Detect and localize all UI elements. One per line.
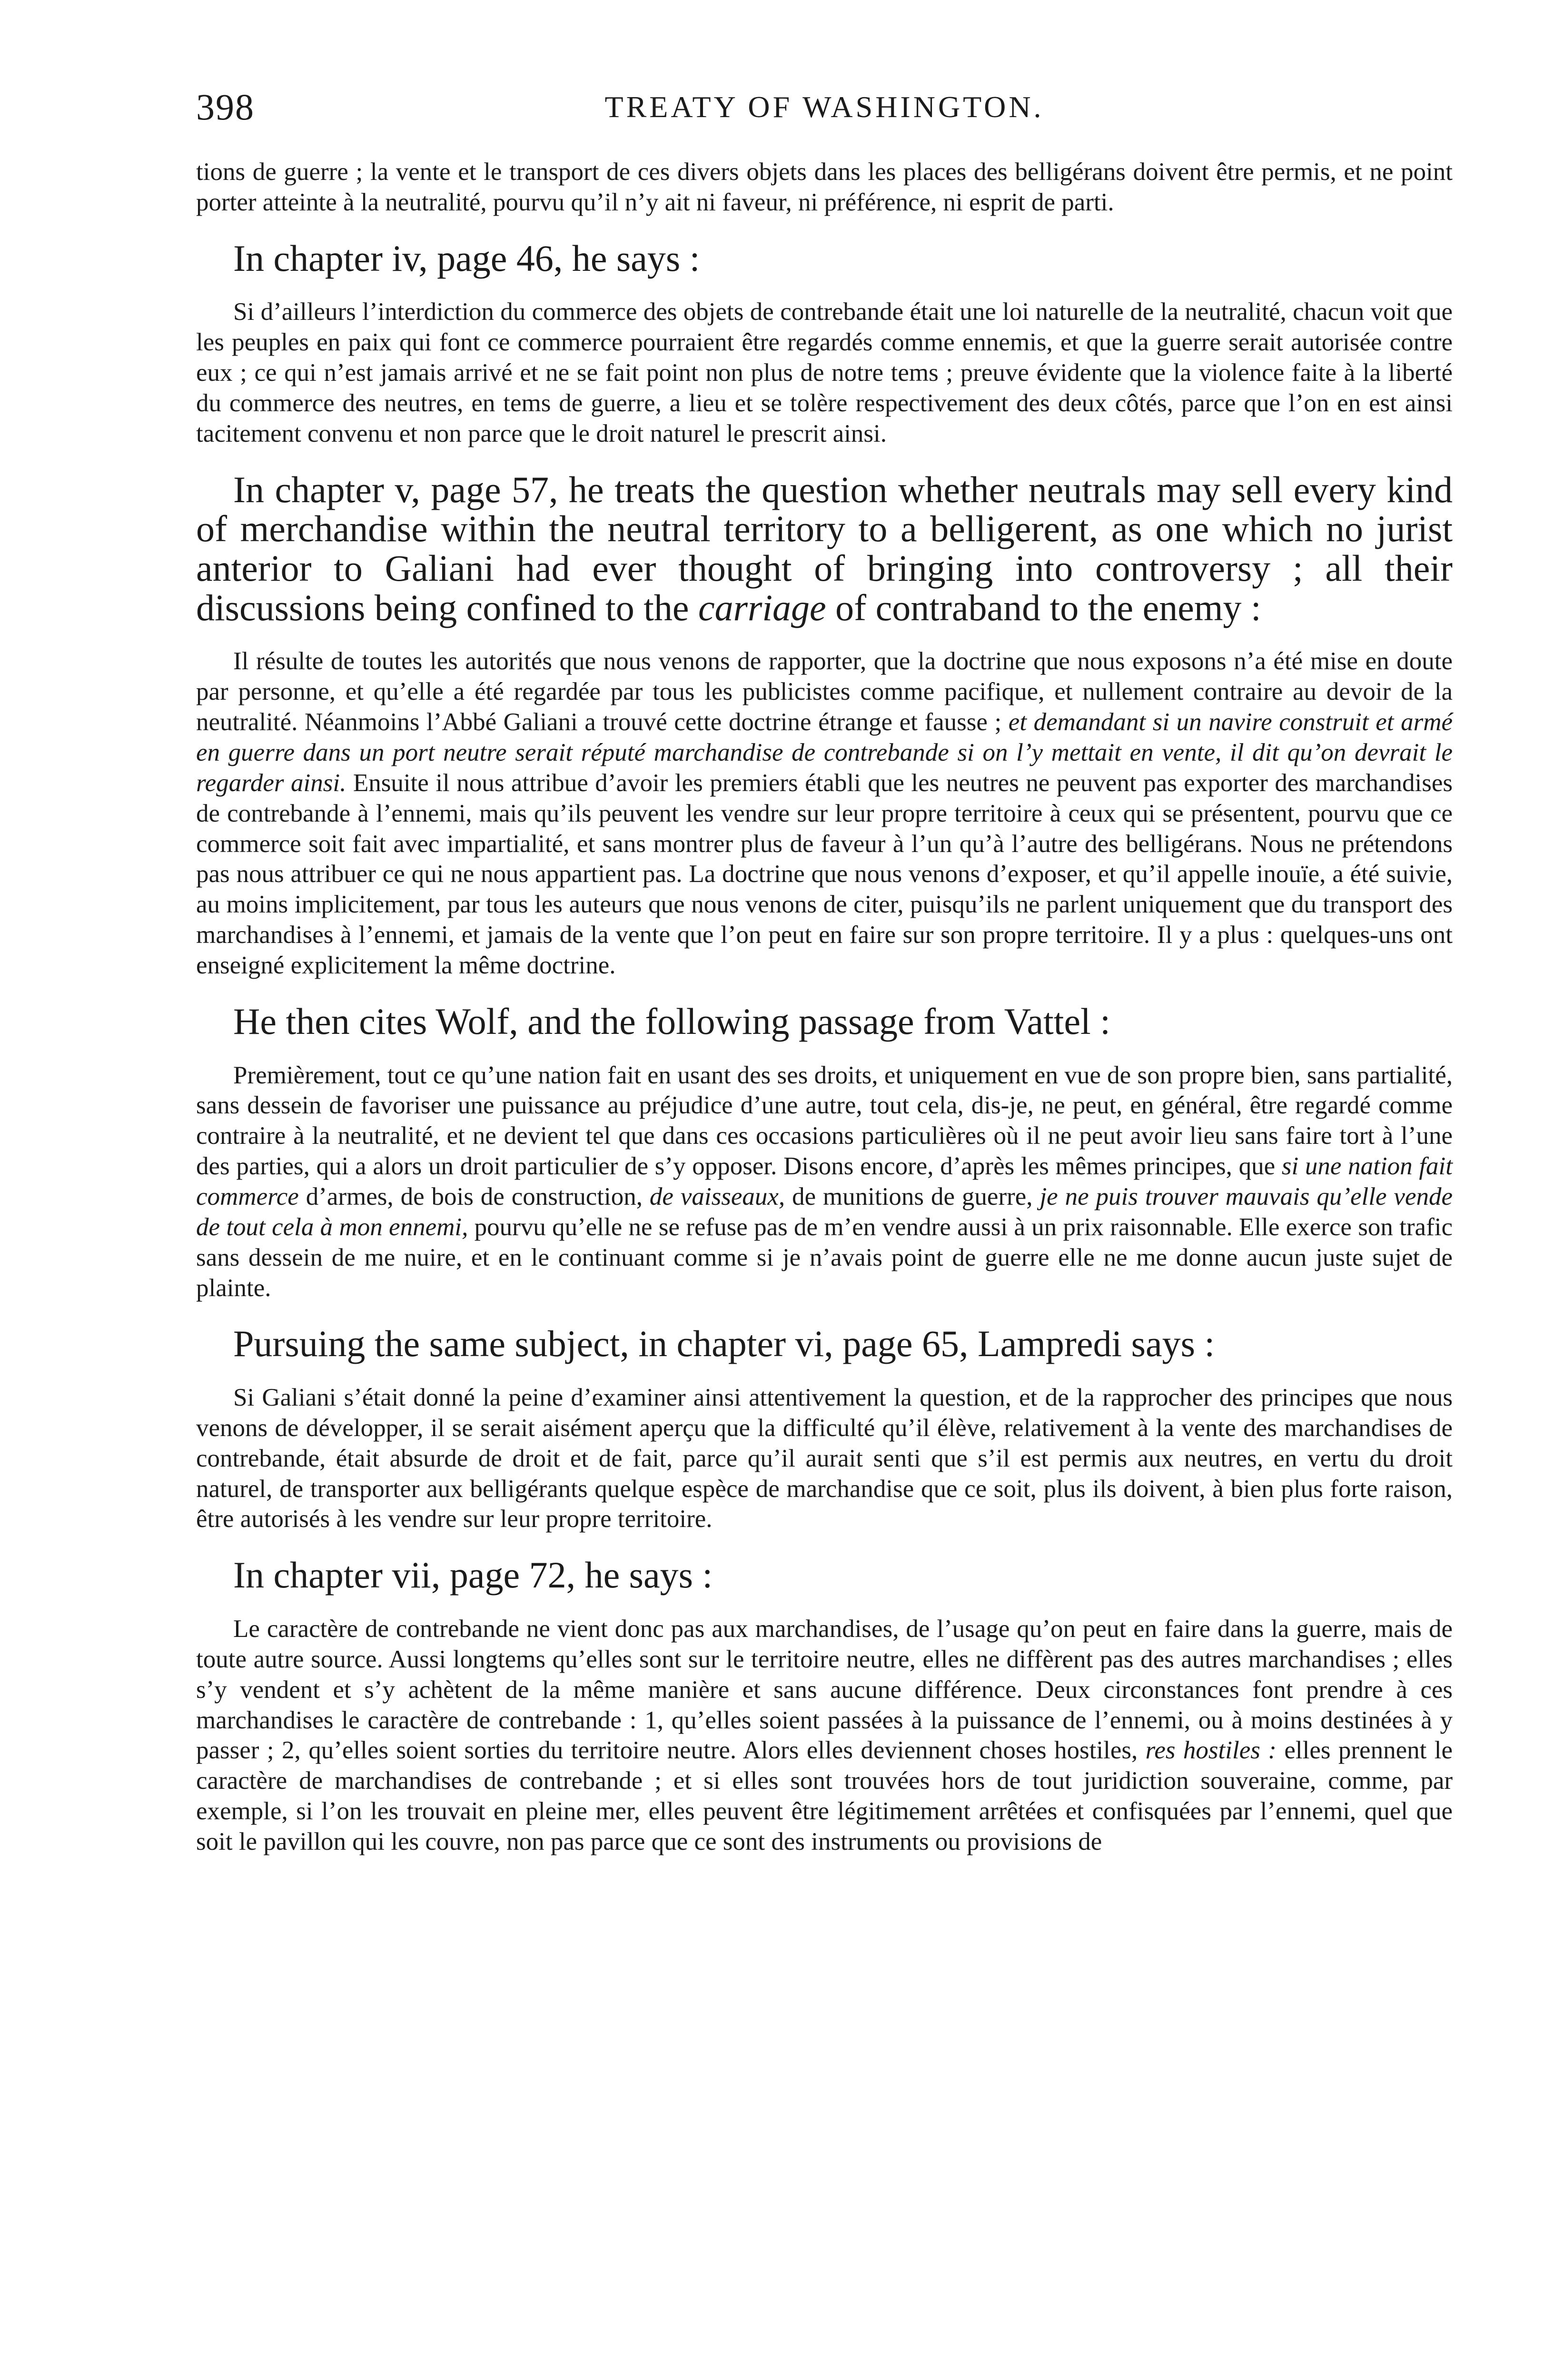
narrative-paragraph bbox=[196, 1002, 1453, 1041]
quoted-passage-continuation bbox=[196, 157, 1453, 218]
text-run: tions de guerre ; la vente et le transport de ces divers objets dans les places des belligérans doivent être permis, et ne point porter atteinte à la neutralité, pourvu qu’il n’y ait ni faveur, ni préférence, ni esprit de parti. bbox=[196, 158, 1453, 216]
text-run: In chapter v, page 57, he treats the question whether neutrals may sell every kind of merchandise within the neutral territory to a belligerent, as one which no jurist anterior to Galiani had ever thought of bringing into controversy ; all their discussions being confined to the bbox=[196, 468, 1453, 628]
narrative-paragraph bbox=[196, 239, 1453, 278]
text-run: Ensuite il nous attribue d’avoir les premiers établi que les neutres ne peuvent pas exporter des marchandises de contrebande à l’ennemi, mais qu’ils peuvent les vendre sur leur propre territoire à ceux qui se présentent, pourvu que ce commerce soit fait avec impartialité, et sans montrer plus de faveur à l’un qu’à l’autre des belligérans. Nous ne prétendons pas nous attribuer ce qui ne nous appartient pas. La doctrine que nous venons d’exposer, et qu’il appelle inouïe, a été suivie, au moins implicitement, par tous les auteurs que nous venons de citer, puisqu’ils ne parlent uniquement que du transport des marchandises à l’ennemi, et jamais de la vente que l’on peut en faire sur son propre territoire. Il y a plus : quelques-uns ont enseigné explicitement la même doctrine. bbox=[196, 769, 1453, 979]
narrative-paragraph bbox=[196, 1324, 1453, 1364]
italic-text-run: de vaisseaux, bbox=[649, 1182, 785, 1210]
text-run: He then cites Wolf, and the following passage from Vattel : bbox=[233, 1000, 1110, 1042]
text-run: pourvu qu’elle ne se refuse pas de m’en vendre aussi à un prix raisonnable. Elle exerce son trafic sans dessein de me nuire, et en le continuant comme si je n’avais point de guerre elle ne me donne aucun juste sujet de plainte. bbox=[196, 1213, 1453, 1302]
italic-text-run: carriage bbox=[698, 586, 826, 628]
page-body bbox=[196, 157, 1453, 1878]
quoted-passage bbox=[196, 1383, 1453, 1535]
narrative-paragraph bbox=[196, 470, 1453, 628]
italic-text-run: je ne puis trouver mauvais qu’elle vende de tout cela à mon ennemi, bbox=[196, 1182, 1453, 1241]
text-run: In chapter vii, page 72, he says : bbox=[233, 1554, 713, 1596]
page-number: 398 bbox=[196, 86, 255, 128]
running-title: TREATY OF WASHINGTON. bbox=[604, 90, 1044, 124]
italic-text-run: si une nation fait commerce bbox=[196, 1152, 1453, 1210]
text-run: d’armes, de bois de construction, bbox=[298, 1182, 650, 1210]
text-run: Premièrement, tout ce qu’une nation fait en usant des ses droits, et uniquement en vue de son propre bien, sans partialité, sans dessein de favoriser une puissance au préjudice d’une autre, tout cela, dis-je, ne peut, en général, être regardé comme contraire à la neutralité, et ne devient tel que dans ces occasions particulières où il ne peut avoir lieu sans faire tort à l’une des parties, qui a alors un droit particulier de s’y opposer. Disons encore, d’après les mêmes principes, que bbox=[196, 1061, 1453, 1180]
quoted-passage bbox=[196, 1614, 1453, 1857]
text-run: Si Galiani s’était donné la peine d’examiner ainsi attentivement la question, et de la rapprocher des principes que nous venons de développer, il se serait aisément aperçu que la difficulté qu’il élève, relativement à la vente des marchandises de contrebande, était absurde de droit et de fait, parce qu’il aurait senti que s’il est permis aux neutres, en vertu du droit naturel, de transporter aux belligérants quelque espèce de marchandise que ce soit, plus ils doivent, à bien plus forte raison, être autorisés à les vendre sur leur propre territoire. bbox=[196, 1384, 1453, 1533]
italic-text-run: res hostiles : bbox=[1145, 1736, 1277, 1765]
text-run: In chapter iv, page 46, he says : bbox=[233, 237, 700, 279]
text-run: Il résulte de toutes les autorités que nous venons de rapporter, que la doctrine que nous exposons n’a été mise en doute par personne, et qu’elle a été regardée par tous les publicistes comme pacifique, et nullement contraire au devoir de la neutralité. Néanmoins l’Abbé Galiani a trouvé cette doctrine étrange et fausse ; bbox=[196, 647, 1453, 736]
narrative-paragraph bbox=[196, 1556, 1453, 1595]
quoted-passage bbox=[196, 297, 1453, 449]
quoted-passage bbox=[196, 1061, 1453, 1304]
italic-text-run: et demandant si un navire construit et armé en guerre dans un port neutre serait réputé marchandise de contrebande si on l’y mettait en vente, il dit qu’on devrait le regarder ainsi. bbox=[196, 708, 1453, 797]
text-run: Pursuing the same subject, in chapter vi, page 65, Lampredi says : bbox=[233, 1323, 1215, 1365]
text-run: Si d’ailleurs l’interdiction du commerce des objets de contrebande était une loi naturelle de la neutralité, chacun voit que les peuples en paix qui font ce commerce pourraient être regardés comme ennemis, et que la guerre serait autorisée contre eux ; ce qui n’est jamais arrivé et ne se fait point non plus de notre tems ; preuve évidente que la violence faite à la liberté du commerce des neutres, en tems de guerre, a lieu et se tolère respectivement des deux côtés, parce que l’on en est ainsi tacitement convenu et non parce que le droit naturel le prescrit ainsi. bbox=[196, 298, 1453, 447]
text-run: elles prennent le caractère de marchandises de contrebande ; et si elles sont trouvées hors de tout juridiction souveraine, comme, par exemple, si l’on les trouvait en pleine mer, elles peuvent être légitimement arrêtées et confisquées par l’ennemi, quel que soit le pavillon qui les couvre, non pas parce que ce sont des instruments ou provisions de bbox=[196, 1736, 1453, 1856]
text-run: de munitions de guerre, bbox=[785, 1182, 1040, 1210]
text-run: of contraband to the enemy : bbox=[826, 586, 1261, 628]
quoted-passage bbox=[196, 646, 1453, 981]
running-head bbox=[196, 81, 1453, 133]
text-run: Le caractère de contrebande ne vient donc pas aux marchandises, de l’usage qu’on peut en faire dans la guerre, mais de toute autre source. Aussi longtems qu’elles sont sur le territoire neutre, elles ne diffèrent pas des autres marchandises ; elles s’y vendent et s’y achètent de la même manière et sans aucune différence. Deux circonstances font prendre à ces marchandises le caractère de contrebande : 1, qu’elles soient passées à la puissance de l’ennemi, ou à moins destinées à y passer ; 2, qu’elles soient sorties du territoire neutre. Alors elles deviennent choses hostiles, bbox=[196, 1615, 1453, 1765]
